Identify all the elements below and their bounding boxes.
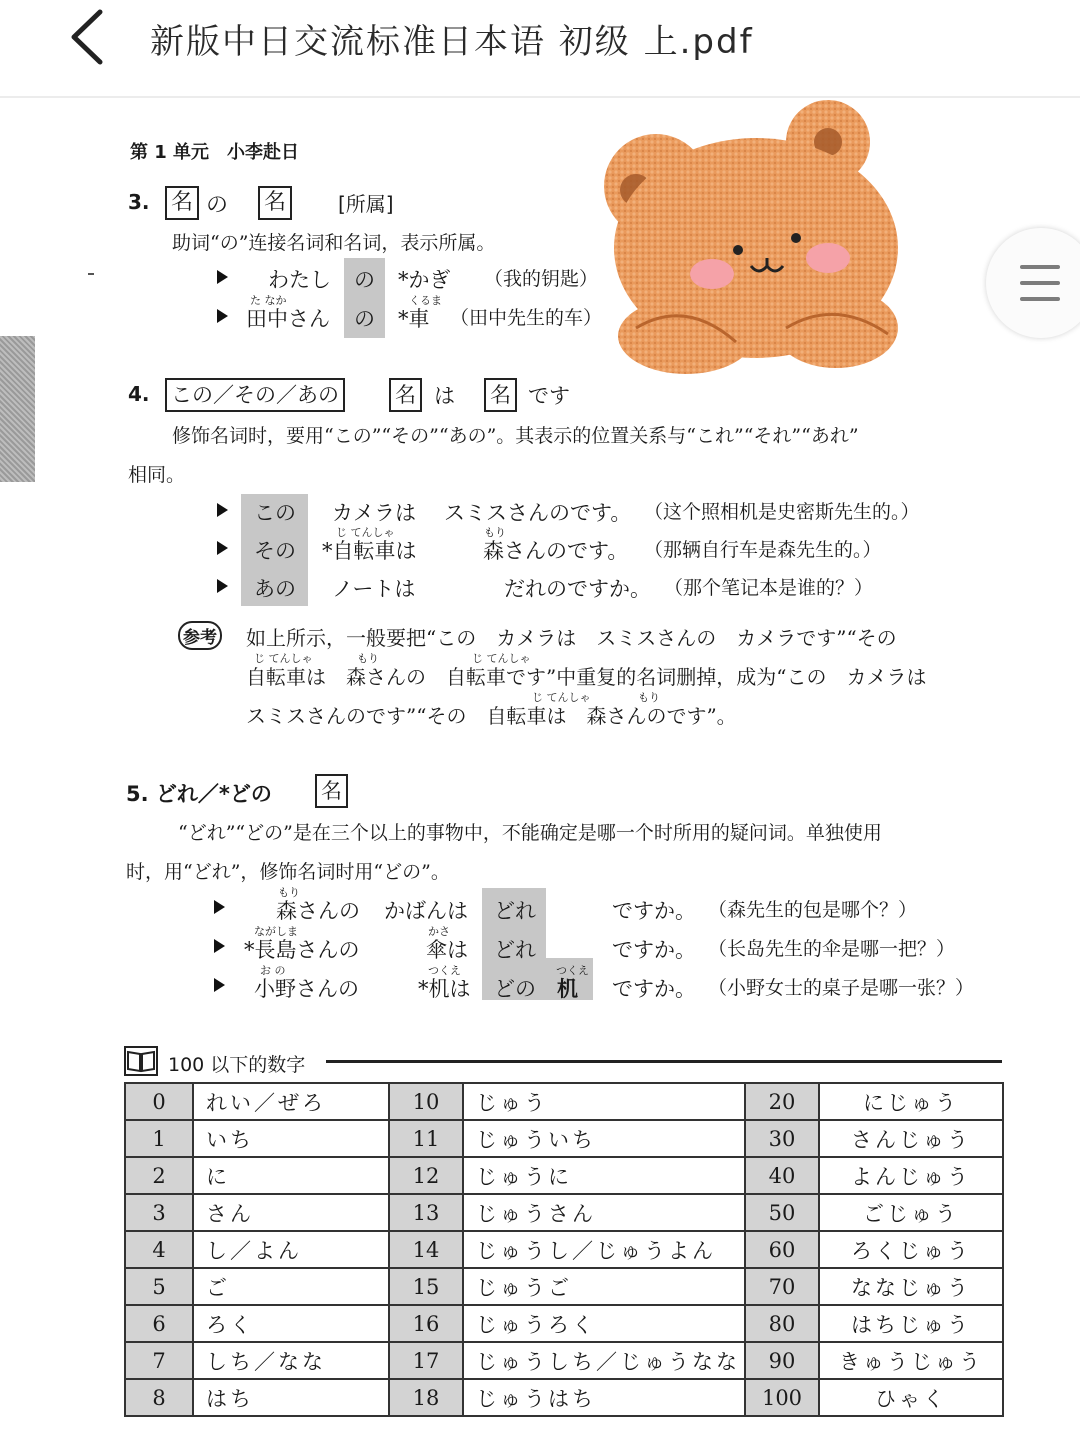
s3-tag: [所属] bbox=[338, 192, 394, 216]
s3-description: 助词“の”连接名词和名词，表示所属。 bbox=[172, 232, 496, 254]
reading-cell: じゅう bbox=[463, 1083, 745, 1120]
number-cell: 50 bbox=[745, 1194, 819, 1231]
table-row bbox=[125, 1083, 1003, 1120]
s4-description-2: 相同。 bbox=[128, 464, 186, 486]
reading-cell: じゅうしち／じゅうなな bbox=[463, 1342, 745, 1379]
number-cell: 17 bbox=[389, 1342, 463, 1379]
number-cell: 0 bbox=[125, 1083, 193, 1120]
number-cell: 10 bbox=[389, 1083, 463, 1120]
top-bar bbox=[0, 0, 1080, 98]
s4-ex2-b: *自転車は bbox=[322, 539, 417, 563]
reading-cell: れい／ぜろ bbox=[193, 1083, 389, 1120]
s5-ex3-c: どの bbox=[494, 977, 536, 1001]
s4-ex3-c: だれのですか。 bbox=[504, 577, 651, 601]
reading-cell: しち／なな bbox=[193, 1342, 389, 1379]
s5-ex1-translation: （森先生的包是哪个？） bbox=[708, 899, 918, 921]
reading-cell: じゅうはち bbox=[463, 1379, 745, 1416]
number-cell: 60 bbox=[745, 1231, 819, 1268]
table-row bbox=[125, 1342, 1003, 1379]
s5-ex1-e: ですか。 bbox=[612, 899, 696, 923]
number-cell: 6 bbox=[125, 1305, 193, 1342]
s5-ex1-c: どれ bbox=[494, 899, 536, 923]
s5-ex3-translation: （小野女士的桌子是哪一张？） bbox=[708, 977, 975, 999]
number-cell: 16 bbox=[389, 1305, 463, 1342]
s5-ex2-c: どれ bbox=[494, 938, 536, 962]
s5-description-1: “どれ”“どの”是在三个以上的事物中，不能确定是哪一个时所用的疑问词。单独使用 bbox=[178, 822, 882, 844]
number-cell: 40 bbox=[745, 1157, 819, 1194]
table-row bbox=[125, 1268, 1003, 1305]
reading-cell: ななじゅう bbox=[819, 1268, 1003, 1305]
number-cell: 70 bbox=[745, 1268, 819, 1305]
s5-ex3-b-ruby: つくえ bbox=[428, 964, 461, 977]
table-row bbox=[125, 1157, 1003, 1194]
unit-header: 第 1 单元 小李赴日 bbox=[130, 142, 300, 163]
s3-number: 3. bbox=[128, 190, 150, 214]
bullet-triangle-icon bbox=[217, 309, 228, 323]
bullet-triangle-icon bbox=[217, 270, 228, 284]
s5-ex3-e: ですか。 bbox=[612, 977, 696, 1001]
bullet-triangle-icon bbox=[214, 900, 225, 914]
s5-ex3-a: 小野さんの bbox=[254, 977, 359, 1001]
s4-ref2-ruby-2: もり bbox=[357, 652, 379, 665]
s5-ex3-d-ruby: つくえ bbox=[556, 964, 589, 977]
s3-ex1-c: *かぎ bbox=[398, 268, 451, 292]
s4-ex1-translation: （这个照相机是史密斯先生的。） bbox=[644, 501, 920, 523]
s4-reference-line-3: スミスさんのです”“その 自転車は 森さんのです”。 bbox=[246, 704, 737, 728]
s3-ex2-translation: （田中先生的车） bbox=[450, 307, 603, 329]
reading-cell: じゅうし／じゅうよん bbox=[463, 1231, 745, 1268]
s4-reference-line-2: 自転車は 森さんの 自転車です”中重复的名词删掉，成为“この カメラは bbox=[246, 665, 927, 689]
reading-cell: に bbox=[193, 1157, 389, 1194]
reading-cell: ろく bbox=[193, 1305, 389, 1342]
table-row bbox=[125, 1305, 1003, 1342]
numbers-heading: 100 以下的数字 bbox=[168, 1054, 306, 1076]
s3-ex2-a: 田中さん bbox=[246, 307, 330, 331]
s3-ex1-b: の bbox=[354, 268, 375, 292]
reading-cell: じゅういち bbox=[463, 1120, 745, 1157]
s5-ex1-a-ruby: もり bbox=[278, 886, 300, 899]
reading-cell: じゅうご bbox=[463, 1268, 745, 1305]
menu-icon bbox=[1020, 281, 1060, 285]
number-cell: 5 bbox=[125, 1268, 193, 1305]
s4-ex3-b: ノートは bbox=[332, 577, 416, 601]
number-cell: 2 bbox=[125, 1157, 193, 1194]
pdf-page bbox=[0, 98, 1080, 1439]
s4-noun-box-2: 名 bbox=[484, 378, 517, 412]
number-cell: 80 bbox=[745, 1305, 819, 1342]
bullet-triangle-icon bbox=[217, 503, 228, 517]
s5-ex2-translation: （长岛先生的伞是哪一把？） bbox=[708, 938, 956, 960]
s4-ref2-ruby-1: じ てんしゃ bbox=[254, 652, 313, 665]
s4-ex2-translation: （那辆自行车是森先生的。） bbox=[644, 539, 882, 561]
s4-ex1-c: スミスさんのです。 bbox=[444, 501, 632, 525]
s5-ex2-b: 傘は bbox=[426, 938, 468, 962]
s5-ex2-e: ですか。 bbox=[612, 938, 696, 962]
number-cell: 90 bbox=[745, 1342, 819, 1379]
number-cell: 18 bbox=[389, 1379, 463, 1416]
reading-cell: じゅうに bbox=[463, 1157, 745, 1194]
s4-ref3-ruby-2: もり bbox=[638, 691, 660, 704]
s5-ex3-b: *机は bbox=[418, 977, 471, 1001]
bullet-triangle-icon bbox=[214, 978, 225, 992]
number-cell: 13 bbox=[389, 1194, 463, 1231]
s3-ex2-c-ruby: くるま bbox=[409, 294, 442, 307]
number-cell: 3 bbox=[125, 1194, 193, 1231]
number-cell: 30 bbox=[745, 1120, 819, 1157]
bullet-triangle-icon bbox=[217, 541, 228, 555]
scrollbar-thumb[interactable] bbox=[0, 336, 35, 482]
s5-ex1-a: 森さんの bbox=[276, 899, 360, 923]
s4-ex2-c-ruby: もり bbox=[484, 526, 506, 539]
s3-ex1-translation: （我的钥匙） bbox=[484, 268, 599, 290]
reading-cell: にじゅう bbox=[819, 1083, 1003, 1120]
s4-reference-line-1: 如上所示，一般要把“この カメラは スミスさんの カメラです”“その bbox=[246, 626, 897, 650]
bullet-triangle-icon bbox=[217, 579, 228, 593]
number-cell: 8 bbox=[125, 1379, 193, 1416]
s4-noun-box-1: 名 bbox=[389, 378, 422, 412]
s4-ex3-a: あの bbox=[254, 577, 296, 601]
reading-cell: ろくじゅう bbox=[819, 1231, 1003, 1268]
s3-ex2-b: の bbox=[354, 307, 375, 331]
s3-ex1-a: わたし bbox=[268, 268, 331, 292]
bullet-triangle-icon bbox=[214, 939, 225, 953]
reading-cell: ご bbox=[193, 1268, 389, 1305]
book-icon bbox=[124, 1046, 158, 1076]
s4-ref3-ruby-1: じ てんしゃ bbox=[532, 691, 591, 704]
reading-cell: ひゃく bbox=[819, 1379, 1003, 1416]
heading-rule bbox=[326, 1060, 1002, 1063]
reading-cell: ごじゅう bbox=[819, 1194, 1003, 1231]
s3-particle: の bbox=[206, 193, 229, 218]
number-cell: 1 bbox=[125, 1120, 193, 1157]
number-cell: 15 bbox=[389, 1268, 463, 1305]
reading-cell: きゅうじゅう bbox=[819, 1342, 1003, 1379]
table-row bbox=[125, 1120, 1003, 1157]
s3-noun-box-1: 名 bbox=[165, 186, 199, 220]
reading-cell: いち bbox=[193, 1120, 389, 1157]
s4-ha: は bbox=[434, 384, 455, 408]
s5-noun-box: 名 bbox=[315, 774, 348, 808]
table-row bbox=[125, 1194, 1003, 1231]
s5-description-2: 时，用“どれ”，修饰名词时用“どの”。 bbox=[126, 861, 450, 883]
reading-cell: じゅうさん bbox=[463, 1194, 745, 1231]
s4-pronoun-box: この／その／あの bbox=[165, 378, 345, 412]
number-cell: 11 bbox=[389, 1120, 463, 1157]
s4-description-1: 修饰名词时，要用“この”“その”“あの”。其表示的位置关系与“これ”“それ”“あれ” bbox=[172, 425, 859, 447]
s3-ex2-c: *車 bbox=[398, 307, 430, 331]
s5-ex3-d: 机 bbox=[557, 977, 578, 1001]
number-cell: 4 bbox=[125, 1231, 193, 1268]
s5-heading: 5. どれ／*どの bbox=[126, 782, 272, 806]
s4-ex2-b-ruby: じ てんしゃ bbox=[336, 526, 395, 539]
s5-ex3-a-ruby: お の bbox=[260, 964, 286, 977]
table-row bbox=[125, 1379, 1003, 1416]
s4-ex1-b: カメラは bbox=[332, 501, 416, 525]
reading-cell: はちじゅう bbox=[819, 1305, 1003, 1342]
number-cell: 100 bbox=[745, 1379, 819, 1416]
s3-ex2-a-ruby: た なか bbox=[250, 294, 287, 307]
s4-ex2-a: その bbox=[254, 539, 296, 563]
table-row bbox=[125, 1231, 1003, 1268]
s4-number: 4. bbox=[128, 382, 150, 406]
back-arrow-icon[interactable] bbox=[62, 6, 112, 68]
reading-cell: し／よん bbox=[193, 1231, 389, 1268]
s4-ref2-ruby-3: じ てんしゃ bbox=[472, 652, 531, 665]
number-cell: 7 bbox=[125, 1342, 193, 1379]
number-cell: 14 bbox=[389, 1231, 463, 1268]
reading-cell: じゅうろく bbox=[463, 1305, 745, 1342]
reading-cell: よんじゅう bbox=[819, 1157, 1003, 1194]
s5-ex1-b: かばんは bbox=[384, 899, 468, 923]
menu-icon bbox=[1020, 297, 1060, 301]
reading-cell: はち bbox=[193, 1379, 389, 1416]
numbers-table bbox=[124, 1082, 1004, 1417]
s3-noun-box-2: 名 bbox=[258, 186, 292, 220]
document-title: 新版中日交流标准日本语 初级 上.pdf bbox=[150, 22, 754, 62]
s4-ex1-a: この bbox=[254, 501, 296, 525]
menu-icon bbox=[1020, 265, 1060, 269]
s4-desu: です bbox=[528, 384, 570, 408]
reading-cell: さん bbox=[193, 1194, 389, 1231]
s5-ex2-a: *長島さんの bbox=[244, 938, 360, 962]
page-edge-mark bbox=[88, 273, 94, 275]
number-cell: 20 bbox=[745, 1083, 819, 1120]
reference-badge: 参考 bbox=[178, 621, 222, 650]
s4-ex2-c: 森さんのです。 bbox=[483, 539, 629, 563]
s4-ex3-translation: （那个笔记本是谁的？） bbox=[664, 577, 874, 599]
teddy-bear-sticker bbox=[596, 98, 906, 374]
number-cell: 12 bbox=[389, 1157, 463, 1194]
s5-ex2-b-ruby: かさ bbox=[428, 925, 450, 938]
s5-ex2-a-ruby: ながしま bbox=[254, 925, 298, 938]
reading-cell: さんじゅう bbox=[819, 1120, 1003, 1157]
